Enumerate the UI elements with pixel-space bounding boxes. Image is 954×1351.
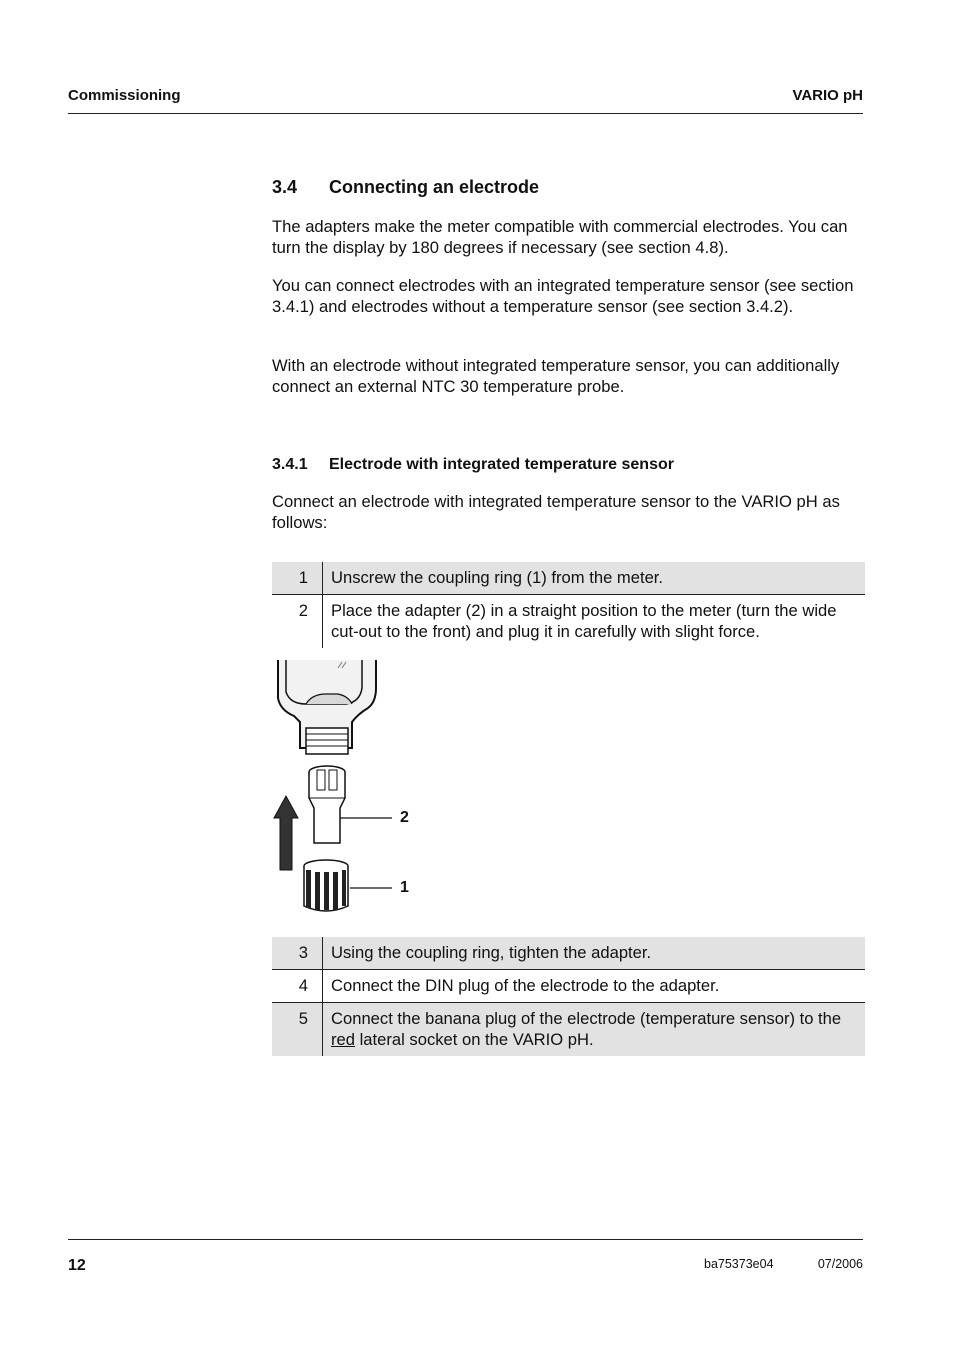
document-id: ba75373e04: [704, 1257, 774, 1271]
step-number: 2: [272, 595, 323, 649]
subsection-number: 3.4.1: [272, 456, 308, 473]
step-text-part: Connect the banana plug of the electrode (temperature sensor) to the: [331, 1009, 842, 1028]
step-row: [272, 562, 865, 595]
section-title: Connecting an electrode: [329, 177, 540, 197]
steps-table-1: [272, 562, 865, 648]
callout-adapter: 2: [400, 809, 409, 826]
step-text: Place the adapter (2) in a straight position to the meter (turn the wide cut-out to the front) and plug it in carefully with slight force.: [323, 595, 866, 649]
section-number: 3.4: [272, 177, 298, 197]
document-date: 07/2006: [817, 1257, 863, 1271]
step-number: 4: [272, 970, 323, 1003]
step-text: [323, 1003, 866, 1057]
step-row: [272, 595, 865, 649]
step-text: Unscrew the coupling ring (1) from the meter.: [323, 562, 866, 595]
step-text: Connect the DIN plug of the electrode to the adapter.: [323, 970, 866, 1003]
page-number: 12: [68, 1257, 86, 1274]
paragraph-electrode-types: You can connect electrodes with an integrated temperature sensor (see section 3.4.1) and electrodes without a temperature sensor (see section 3.4.2).: [272, 276, 854, 316]
step-number: 3: [272, 937, 323, 970]
step-number: 1: [272, 562, 323, 595]
callout-coupling-ring: 1: [400, 879, 409, 896]
step-text-underlined: red: [331, 1030, 355, 1049]
step-text-part: lateral socket on the VARIO pH.: [359, 1030, 594, 1049]
paragraph-ntc-probe: With an electrode without integrated temperature sensor, you can additionally connect an external NTC 30 temperature probe.: [272, 356, 840, 396]
step-number: 5: [272, 1003, 323, 1057]
step-row: [272, 970, 865, 1003]
subsection-intro: Connect an electrode with integrated temperature sensor to the VARIO pH as follows:: [272, 492, 840, 532]
running-header-chapter: Commissioning: [68, 87, 181, 104]
running-header-product: VARIO pH: [792, 87, 863, 104]
paragraph-adapters: The adapters make the meter compatible with commercial electrodes. You can turn the display by 180 degrees if necessary (see section 4.8).: [272, 217, 848, 257]
step-row: [272, 937, 865, 970]
section-heading: [272, 177, 539, 198]
steps-table-2: [272, 937, 865, 1056]
footer-rule: [68, 1239, 863, 1240]
step-text: Using the coupling ring, tighten the adapter.: [323, 937, 866, 970]
subsection-heading: [272, 456, 674, 474]
subsection-title: Electrode with integrated temperature sensor: [329, 456, 674, 473]
adapter-assembly-figure: [272, 658, 432, 918]
header-rule: [68, 113, 863, 114]
step-row: [272, 1003, 865, 1057]
